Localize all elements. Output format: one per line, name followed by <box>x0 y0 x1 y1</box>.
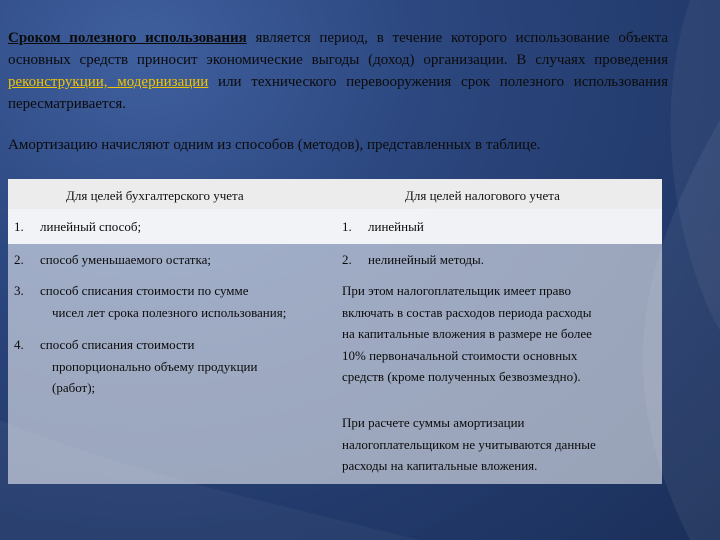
header-tax: Для целей налогового учета <box>405 188 560 203</box>
left-item-1: 1. линейный способ; <box>14 219 142 234</box>
right-item-2: 2. нелинейный методы. <box>342 252 484 267</box>
depreciation-methods-table <box>8 179 662 484</box>
right-item-1: 1. линейный <box>342 219 424 234</box>
right-note-capital-investments: При этом налогоплательщик имеет право включать в состав расходов периода расходы на капитальные вложения в размере не более 10% первоначальной стоимости основных средств (кроме полученных безвозмездно). <box>342 283 592 384</box>
term-useful-life: Сроком полезного использования <box>8 30 247 46</box>
left-item-4: 4. способ списания стоимости пропорционально объему продукции (работ); <box>14 337 258 395</box>
left-item-2: 2. способ уменьшаемого остатка; <box>14 252 211 267</box>
reconstruction-link[interactable]: реконструкции, модернизации <box>8 74 209 90</box>
right-note-amortization-calc: При расчете суммы амортизации налогоплательщиком не учитываются данные расходы на капитальные вложения. <box>342 415 596 473</box>
table-header-row <box>8 179 662 209</box>
intro-text: Амортизацию начисляют одним из способов (методов), представленных в таблице. <box>8 137 541 153</box>
paragraph-text-1: является период, в течение которого использование объекта основных средств приносит экономические выгоды (доход) организации. В случаях проведения <box>8 30 668 68</box>
definition-paragraph <box>8 27 668 115</box>
header-accounting: Для целей бухгалтерского учета <box>66 188 244 203</box>
paragraph-text-2: или технического перевооружения срок полезного использования пересматривается. <box>8 74 668 112</box>
left-item-3: 3. способ списания стоимости по сумме чисел лет срока полезного использования; <box>14 283 287 320</box>
